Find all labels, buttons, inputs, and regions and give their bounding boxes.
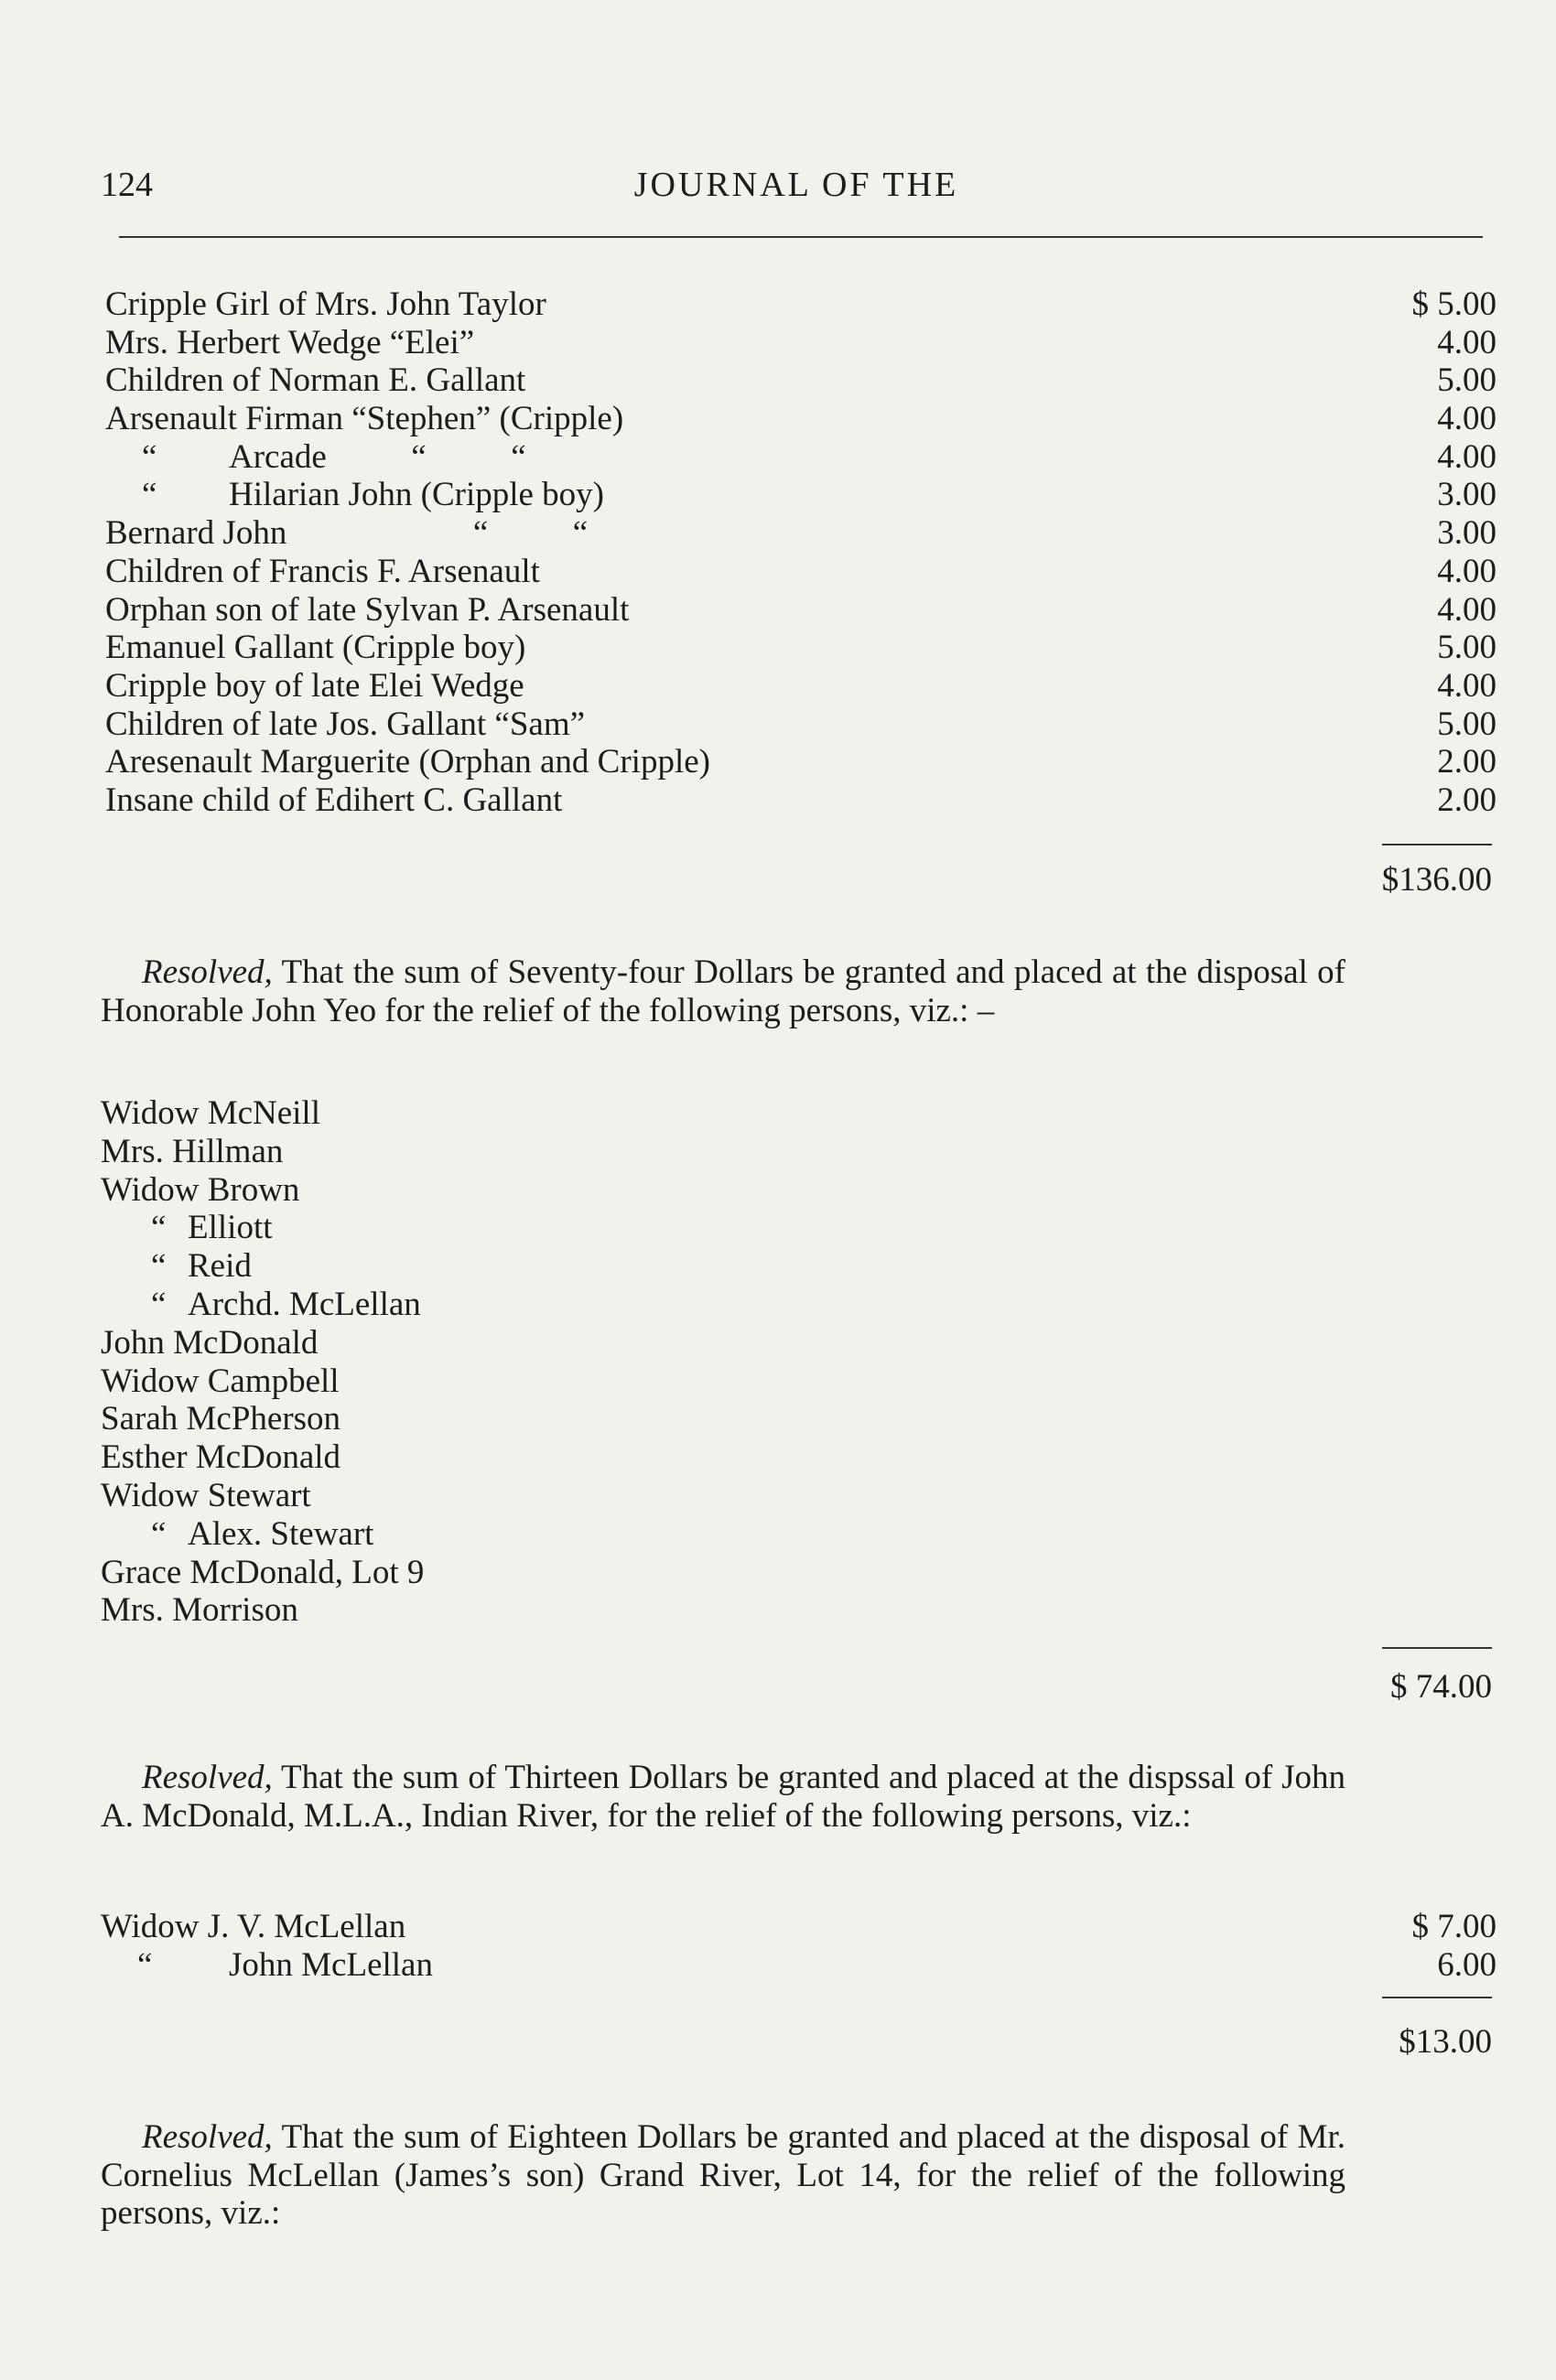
running-title: JOURNAL OF THE xyxy=(633,166,959,204)
amount: 5.00 xyxy=(1437,705,1497,743)
persons-list xyxy=(101,1094,424,1630)
list-item: Mrs. Morrison xyxy=(101,1591,298,1630)
person-name: Cripple Girl of Mrs. John Taylor xyxy=(105,285,546,323)
amount: 4.00 xyxy=(1437,590,1497,629)
resolution-text: That the sum of Seventy-four Dollars be granted and placed at the disposal of Honorable John Yeo for the relief of the following persons, viz.: – xyxy=(101,953,1346,1029)
ditto-mark: “ xyxy=(151,1209,167,1247)
amount: 4.00 xyxy=(1437,437,1497,476)
ledger-row xyxy=(105,781,1497,820)
ledger-row xyxy=(105,476,1497,514)
resolution-text: That the sum of Eighteen Dollars be granted and placed at the disposal of Mr. Cornelius McLellan (James’s son) Grand River, Lot 14, for the relief of the following persons, viz.: xyxy=(101,2118,1345,2233)
person-name: Widow J. V. McLellan xyxy=(101,1908,406,1945)
resolution-paragraph xyxy=(101,953,1345,1029)
ledger-row xyxy=(105,553,1497,591)
list-item: “ Elliott xyxy=(101,1209,424,1247)
sum-rule xyxy=(1382,1997,1492,1998)
person-name: Arsenault Firman “Stephen” (Cripple) xyxy=(105,400,624,438)
resolved-word: Resolved, xyxy=(142,953,273,991)
amount: 3.00 xyxy=(1437,476,1497,514)
list-item: Widow Campbell xyxy=(101,1362,340,1400)
amount: $ 7.00 xyxy=(1411,1908,1497,1945)
amount: 2.00 xyxy=(1437,743,1497,781)
list-item: “ Alex. Stewart xyxy=(101,1515,424,1554)
list-item: Widow Stewart xyxy=(101,1476,311,1514)
relief-ledger-1 xyxy=(105,285,1497,820)
page-number: 124 xyxy=(101,166,153,204)
resolved-word: Resolved, xyxy=(142,1759,273,1796)
ledger-row xyxy=(105,667,1497,705)
ledger-row xyxy=(101,1946,1497,1985)
ledger-row xyxy=(105,629,1497,667)
ledger-row xyxy=(105,743,1497,781)
person-name: Insane child of Edihert C. Gallant xyxy=(105,781,563,819)
sum-rule xyxy=(1382,844,1492,845)
ditto-mark: “ xyxy=(151,1514,167,1553)
amount: 6.00 xyxy=(1437,1945,1497,1984)
person-name: Children of Francis F. Arsenault xyxy=(105,552,540,590)
resolution1-total: $ 74.00 xyxy=(1390,1668,1492,1706)
amount: 5.00 xyxy=(1437,629,1497,667)
resolution2-total: $13.00 xyxy=(1399,2023,1492,2061)
ditto-mark: “ xyxy=(151,1285,167,1323)
person-name: Children of Norman E. Gallant xyxy=(105,361,526,400)
section1-total: $136.00 xyxy=(1381,861,1492,899)
amount: 4.00 xyxy=(1437,400,1497,438)
ledger-row xyxy=(105,285,1497,324)
resolution-paragraph xyxy=(101,2118,1345,2233)
resolution-text: That the sum of Thirteen Dollars be granted and placed at the dispssal of John A. McDonald, M.L.A., Indian River, for the relief of the following persons, viz.: xyxy=(101,1759,1345,1835)
relief-ledger-2 xyxy=(101,1908,1497,1984)
amount: 3.00 xyxy=(1437,514,1497,553)
person-name: Aresenault Marguerite (Orphan and Cripple) xyxy=(105,743,710,781)
amount: 2.00 xyxy=(1437,781,1497,819)
list-item: John McDonald xyxy=(101,1323,319,1362)
list-item: Widow McNeill xyxy=(101,1094,320,1132)
person-name: John McLellan xyxy=(229,1945,433,1984)
person-name: Cripple boy of late Elei Wedge xyxy=(105,666,524,705)
list-item: Mrs. Hillman xyxy=(101,1132,284,1170)
ledger-row xyxy=(105,400,1497,438)
person-name: Arcade “ “ xyxy=(229,437,526,476)
amount: 5.00 xyxy=(1437,361,1497,400)
ditto-mark: “ xyxy=(151,1247,167,1286)
person-name: Children of late Jos. Gallant “Sam” xyxy=(105,705,586,743)
person-name: Orphan son of late Sylvan P. Arsenault xyxy=(105,590,630,629)
ledger-row xyxy=(105,514,1497,553)
person-name: Bernard John “ “ xyxy=(105,514,589,553)
list-item: Widow Brown xyxy=(101,1170,300,1209)
list-item: Grace McDonald, Lot 9 xyxy=(101,1553,425,1591)
ledger-row xyxy=(105,438,1497,477)
list-item: “ Reid xyxy=(101,1247,424,1286)
list-item: Esther McDonald xyxy=(101,1438,341,1477)
amount: 4.00 xyxy=(1437,666,1497,705)
ledger-row xyxy=(105,591,1497,630)
amount: $ 5.00 xyxy=(1411,285,1497,323)
person-name: Emanuel Gallant (Cripple boy) xyxy=(105,629,526,667)
amount: 4.00 xyxy=(1437,323,1497,361)
person-name: Hilarian John (Cripple boy) xyxy=(229,476,604,514)
ledger-row xyxy=(101,1908,1497,1946)
list-item: Sarah McPherson xyxy=(101,1400,341,1438)
sum-rule xyxy=(1382,1647,1492,1649)
ledger-row xyxy=(105,705,1497,744)
resolved-word: Resolved, xyxy=(142,2118,273,2156)
page-header xyxy=(101,165,1492,220)
person-name: Mrs. Herbert Wedge “Elei” xyxy=(105,323,475,361)
list-item: “ Archd. McLellan xyxy=(101,1286,424,1324)
resolution-paragraph xyxy=(101,1759,1345,1835)
ditto-mark: “ xyxy=(137,1945,153,1984)
amount: 4.00 xyxy=(1437,552,1497,590)
header-rule xyxy=(119,236,1483,238)
ditto-mark: “ xyxy=(142,476,157,514)
ditto-mark: “ xyxy=(142,437,157,476)
ledger-row xyxy=(105,361,1497,400)
ledger-row xyxy=(105,324,1497,362)
